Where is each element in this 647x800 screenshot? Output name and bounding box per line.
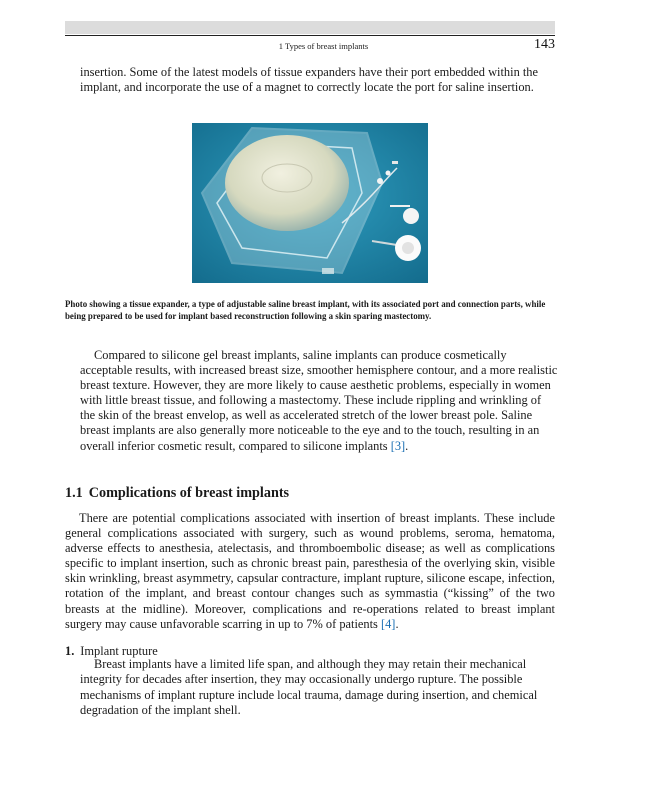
paragraph-implant-rupture: Breast implants have a limited life span, and although they may retain their mechanical integrity for decades after insertion, they may occasionally undergo rupture. The possible mechanisms of implant rupture include local trauma, damage during insertion, and chemical degradation of the implant shell.	[80, 657, 538, 718]
section-number: 1.1	[65, 485, 83, 501]
top-gray-bar	[65, 21, 555, 34]
section-heading	[65, 485, 289, 502]
paragraph-saline-comparison	[80, 348, 558, 454]
paragraph-continued: insertion. Some of the latest models of tissue expanders have their port embedded within the implant, and incorporate the use of a magnet to correctly locate the port for saline insertion.	[80, 65, 538, 95]
tissue-expander-photo	[192, 123, 428, 283]
paragraph-text: Compared to silicone gel breast implants, saline implants can produce cosmetically acceptable results, with increased breast size, smoother hemisphere contour, and a more realistic breast texture. However, they are more likely to cause aesthetic problems, especially in women with little breast tissue, and following a mastectomy. These include rippling and wrinkling of the skin of the breast envelop, as well as accelerated stretch of the lower breast pole. Saline breast implants are also generally more noticeable to the eye and to the touch, resulting in an overall inferior cosmetic result, compared to silicone implants	[80, 348, 558, 453]
paragraph-complications	[65, 511, 555, 632]
citation-link-4[interactable]: [4]	[380, 616, 396, 631]
paragraph-text: There are potential complications associated with insertion of breast implants. These include general complications associated with surgery, such as wound problems, seroma, hematoma, adverse effects to anesthesia, atelectasis, and thromboembolic disease; as well as complications specific to implant insertion, such as chronic breast pain, paresthesia of the overlying skin, visible skin wrinkling, breast asymmetry, capsular contracture, implant rupture, silicone escape, infection, rotation of the implant, and breast contour changes such as symmastia (“kissing” of the two breasts at the midline). Moreover, complications and re-operations related to breast implant surgery may cause unfavorable scarring in up to 7% of patients	[65, 511, 555, 631]
citation-link-3[interactable]: [3]	[390, 438, 406, 453]
page-number: 143	[534, 37, 555, 52]
running-title: 1 Types of breast implants	[278, 41, 369, 51]
list-title: Implant rupture	[80, 644, 158, 658]
list-number: 1.	[65, 644, 75, 658]
section-title: Complications of breast implants	[88, 485, 290, 501]
header-rule	[65, 35, 555, 36]
figure-caption: Photo showing a tissue expander, a type of adjustable saline breast implant, with its associated port and connection parts, while being prepared to be used for implant based reconstruction following a skin sparing mastectomy.	[65, 299, 546, 321]
paragraph-end: .	[395, 616, 399, 631]
paragraph-end: .	[405, 438, 409, 453]
